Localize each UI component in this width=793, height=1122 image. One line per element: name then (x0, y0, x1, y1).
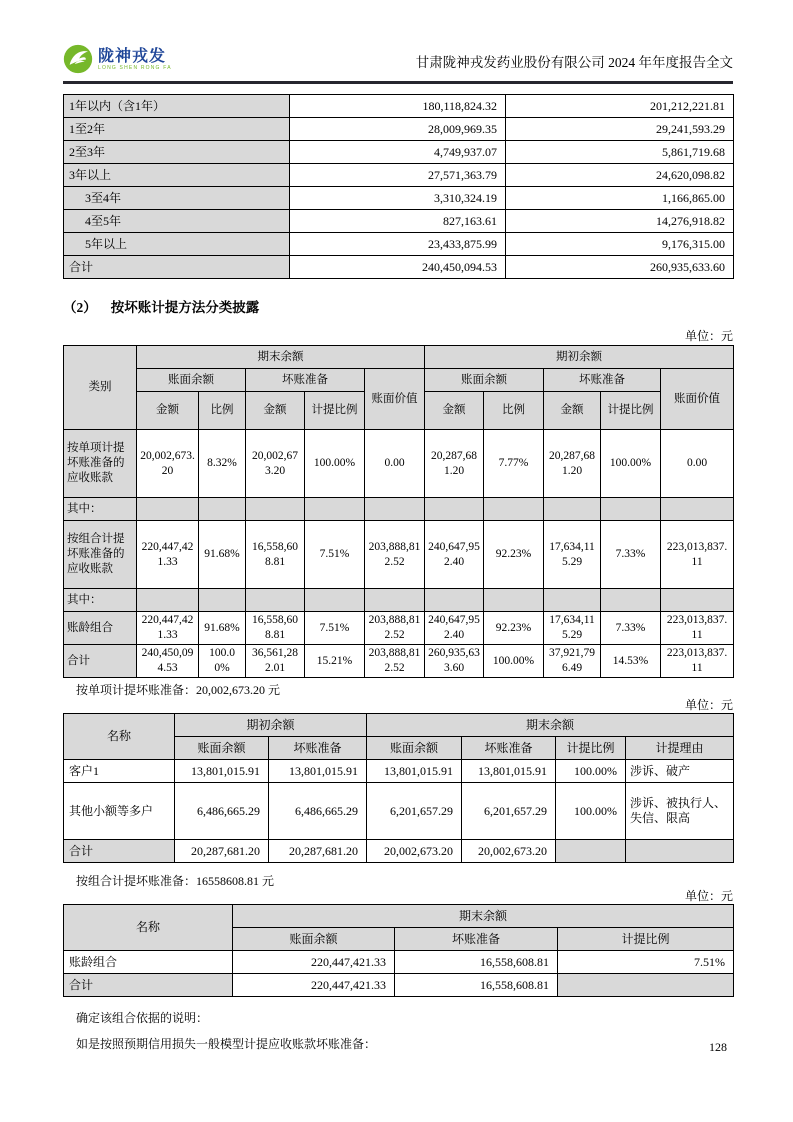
cell-value: 100.00% (556, 760, 626, 783)
logo-cn-text: 陇神戎发 (98, 47, 167, 65)
unit-label: 单位：元 (684, 889, 733, 903)
aging-ending-value: 23,433,875.99 (290, 233, 506, 256)
cell-value: 91.68% (199, 612, 246, 645)
empty-cell (558, 974, 734, 997)
table-row (64, 95, 734, 118)
table-row (64, 760, 734, 783)
cell-value: 16,558,608.81 (395, 951, 558, 974)
table-row (64, 521, 734, 589)
cell-value: 100.00% (556, 783, 626, 840)
header-book-value: 账面价值 (661, 369, 734, 430)
header-amount: 金额 (544, 392, 601, 430)
cell-value: 220,447,421.33 (233, 951, 395, 974)
subheader-row (64, 589, 734, 612)
aging-label: 2至3年 (64, 141, 290, 164)
cell-value: 16,558,608.81 (246, 612, 305, 645)
total-label: 合计 (64, 645, 137, 678)
total-label: 合计 (64, 840, 175, 863)
section-title-text: 按坏账计提方法分类披露 (110, 300, 260, 315)
aging-label: 1至2年 (64, 118, 290, 141)
header-ending-balance: 期末余额 (137, 346, 425, 369)
empty-cell (365, 498, 425, 521)
cell-value: 6,201,657.29 (462, 783, 556, 840)
group-name: 账龄组合 (64, 951, 233, 974)
table-row (64, 118, 734, 141)
header-book-balance: 账面余额 (137, 369, 246, 392)
cell-value: 223,013,837.11 (661, 612, 734, 645)
cell-value: 20,287,681.20 (425, 430, 484, 498)
empty-cell (661, 498, 734, 521)
aging-ending-value: 3,310,324.19 (290, 187, 506, 210)
cell-value: 240,647,952.40 (425, 521, 484, 589)
table-row-total (64, 974, 734, 997)
header-row (64, 714, 734, 737)
cell-value: 8.32% (199, 430, 246, 498)
cell-value: 6,201,657.29 (367, 783, 462, 840)
empty-cell (305, 589, 365, 612)
aging-beginning-total: 260,935,633.60 (506, 256, 734, 279)
provision-reason: 涉诉、破产 (626, 760, 734, 783)
empty-cell (544, 589, 601, 612)
cell-value: 13,801,015.91 (175, 760, 269, 783)
category-label: 按组合计提坏账准备的应收账款 (64, 521, 137, 589)
empty-cell (484, 589, 544, 612)
group-provision-table (63, 904, 734, 997)
aging-ending-value: 180,118,824.32 (290, 95, 506, 118)
company-logo (63, 44, 172, 74)
empty-cell (484, 498, 544, 521)
header-row (64, 369, 734, 392)
cell-value: 37,921,796.49 (544, 645, 601, 678)
table-row-total (64, 645, 734, 678)
header-row (64, 346, 734, 369)
header-book-balance: 账面余额 (367, 737, 462, 760)
empty-cell (137, 589, 199, 612)
header-ending-balance: 期末余额 (233, 905, 734, 928)
table-row (64, 783, 734, 840)
table-row (64, 951, 734, 974)
empty-cell (246, 589, 305, 612)
cell-value: 100.00% (305, 430, 365, 498)
empty-cell (305, 498, 365, 521)
header-bad-debt: 坏账准备 (544, 369, 661, 392)
table-row (64, 187, 734, 210)
empty-cell (137, 498, 199, 521)
header-book-balance: 账面余额 (425, 369, 544, 392)
header-prov-ratio: 计提比例 (558, 928, 734, 951)
logo-en-text: LONG SHEN RONG FA (98, 64, 172, 71)
header-amount: 金额 (425, 392, 484, 430)
cell-value: 13,801,015.91 (462, 760, 556, 783)
bad-debt-method-table (63, 345, 734, 678)
single-item-provision-note: 按单项计提坏账准备：20,002,673.20 元 (76, 683, 281, 697)
cell-value: 6,486,665.29 (175, 783, 269, 840)
customer-name: 其他小额等多户 (64, 783, 175, 840)
ecl-model-note: 如是按照预期信用损失一般模型计提应收账款坏账准备： (76, 1037, 377, 1051)
cell-value: 13,801,015.91 (269, 760, 367, 783)
empty-cell (544, 498, 601, 521)
header-prov-reason: 计提理由 (626, 737, 734, 760)
header-amount: 金额 (137, 392, 199, 430)
header-prov-ratio: 计提比例 (305, 392, 365, 430)
cell-value: 20,287,681.20 (544, 430, 601, 498)
cell-value: 91.68% (199, 521, 246, 589)
customer-name: 客户1 (64, 760, 175, 783)
unit-label: 单位：元 (684, 329, 733, 343)
aging-analysis-table (63, 94, 734, 279)
header-amount: 金额 (246, 392, 305, 430)
company-logo-icon (63, 44, 93, 74)
subheader-row (64, 498, 734, 521)
header-name: 名称 (64, 714, 175, 760)
cell-value: 7.33% (601, 612, 661, 645)
cell-value: 223,013,837.11 (661, 521, 734, 589)
cell-value: 13,801,015.91 (367, 760, 462, 783)
cell-value: 15.21% (305, 645, 365, 678)
cell-value: 17,634,115.29 (544, 521, 601, 589)
cell-value: 16,558,608.81 (246, 521, 305, 589)
header-bad-debt: 坏账准备 (462, 737, 556, 760)
aging-label: 5年以上 (64, 233, 290, 256)
aging-ending-value: 28,009,969.35 (290, 118, 506, 141)
cell-value: 240,450,094.53 (137, 645, 199, 678)
cell-value: 100.00% (484, 645, 544, 678)
document-title: 甘肃陇神戎发药业股份有限公司 2024 年年度报告全文 (415, 55, 733, 70)
aging-beginning-value: 201,212,221.81 (506, 95, 734, 118)
among-which-label: 其中： (64, 498, 137, 521)
header-ratio: 比例 (199, 392, 246, 430)
cell-value: 203,888,812.52 (365, 612, 425, 645)
empty-cell (199, 589, 246, 612)
single-item-table (63, 713, 734, 863)
group-provision-note: 按组合计提坏账准备：16558608.81 元 (76, 874, 275, 888)
section-title (63, 296, 733, 316)
cell-value: 20,002,673.20 (137, 430, 199, 498)
empty-cell (556, 840, 626, 863)
section-number: （2） (63, 300, 97, 315)
provision-reason: 涉诉、被执行人、失信、限高 (626, 783, 734, 840)
aging-beginning-value: 5,861,719.68 (506, 141, 734, 164)
company-logo-text (98, 48, 172, 71)
empty-cell (626, 840, 734, 863)
aging-label: 1年以内（含1年） (64, 95, 290, 118)
cell-value: 220,447,421.33 (137, 612, 199, 645)
page-header (63, 0, 733, 74)
aging-ending-value: 4,749,937.07 (290, 141, 506, 164)
header-ending-balance: 期末余额 (367, 714, 734, 737)
table-row (64, 430, 734, 498)
header-category: 类别 (64, 346, 137, 430)
table-row (64, 233, 734, 256)
header-book-balance: 账面余额 (175, 737, 269, 760)
cell-value: 240,647,952.40 (425, 612, 484, 645)
cell-value: 7.51% (305, 612, 365, 645)
page-number: 128 (709, 1040, 727, 1054)
cell-value: 20,287,681.20 (269, 840, 367, 863)
header-bad-debt: 坏账准备 (269, 737, 367, 760)
cell-value: 20,002,673.20 (246, 430, 305, 498)
cell-value: 16,558,608.81 (395, 974, 558, 997)
empty-cell (425, 498, 484, 521)
aging-ending-value: 27,571,363.79 (290, 164, 506, 187)
empty-cell (199, 498, 246, 521)
cell-value: 20,002,673.20 (367, 840, 462, 863)
cell-value: 7.51% (558, 951, 734, 974)
header-divider (63, 81, 733, 84)
aging-beginning-value: 24,620,098.82 (506, 164, 734, 187)
cell-value: 0.00 (365, 430, 425, 498)
category-label: 账龄组合 (64, 612, 137, 645)
header-name: 名称 (64, 905, 233, 951)
cell-value: 0.00 (661, 430, 734, 498)
cell-value: 7.33% (601, 521, 661, 589)
cell-value: 92.23% (484, 521, 544, 589)
cell-value: 7.77% (484, 430, 544, 498)
header-ratio: 比例 (484, 392, 544, 430)
empty-cell (365, 589, 425, 612)
group-basis-note: 确定该组合依据的说明： (76, 1011, 209, 1025)
aging-ending-value: 827,163.61 (290, 210, 506, 233)
empty-cell (246, 498, 305, 521)
aging-label: 3年以上 (64, 164, 290, 187)
header-row (64, 905, 734, 928)
aging-label: 4至5年 (64, 210, 290, 233)
header-prov-ratio: 计提比例 (601, 392, 661, 430)
aging-beginning-value: 1,166,865.00 (506, 187, 734, 210)
header-bad-debt: 坏账准备 (395, 928, 558, 951)
aging-beginning-value: 9,176,315.00 (506, 233, 734, 256)
cell-value: 203,888,812.52 (365, 521, 425, 589)
header-prov-ratio: 计提比例 (556, 737, 626, 760)
empty-cell (601, 589, 661, 612)
aging-ending-total: 240,450,094.53 (290, 256, 506, 279)
table-row-total (64, 256, 734, 279)
aging-total-label: 合计 (64, 256, 290, 279)
header-beginning-balance: 期初余额 (425, 346, 734, 369)
table-row (64, 612, 734, 645)
cell-value: 260,935,633.60 (425, 645, 484, 678)
cell-value: 7.51% (305, 521, 365, 589)
empty-cell (661, 589, 734, 612)
empty-cell (425, 589, 484, 612)
cell-value: 20,287,681.20 (175, 840, 269, 863)
aging-beginning-value: 29,241,593.29 (506, 118, 734, 141)
total-label: 合计 (64, 974, 233, 997)
cell-value: 100.00% (601, 430, 661, 498)
empty-cell (601, 498, 661, 521)
table-row-total (64, 840, 734, 863)
cell-value: 6,486,665.29 (269, 783, 367, 840)
cell-value: 203,888,812.52 (365, 645, 425, 678)
header-book-balance: 账面余额 (233, 928, 395, 951)
header-bad-debt: 坏账准备 (246, 369, 365, 392)
aging-label: 3至4年 (64, 187, 290, 210)
category-label: 按单项计提坏账准备的应收账款 (64, 430, 137, 498)
aging-beginning-value: 14,276,918.82 (506, 210, 734, 233)
unit-label: 单位：元 (684, 698, 733, 712)
cell-value: 223,013,837.11 (661, 645, 734, 678)
table-row (64, 210, 734, 233)
among-which-label: 其中： (64, 589, 137, 612)
cell-value: 20,002,673.20 (462, 840, 556, 863)
cell-value: 14.53% (601, 645, 661, 678)
cell-value: 220,447,421.33 (137, 521, 199, 589)
cell-value: 36,561,282.01 (246, 645, 305, 678)
table-row (64, 141, 734, 164)
header-beginning-balance: 期初余额 (175, 714, 367, 737)
header-book-value: 账面价值 (365, 369, 425, 430)
cell-value: 92.23% (484, 612, 544, 645)
cell-value: 220,447,421.33 (233, 974, 395, 997)
table-row (64, 164, 734, 187)
cell-value: 100.00% (199, 645, 246, 678)
cell-value: 17,634,115.29 (544, 612, 601, 645)
